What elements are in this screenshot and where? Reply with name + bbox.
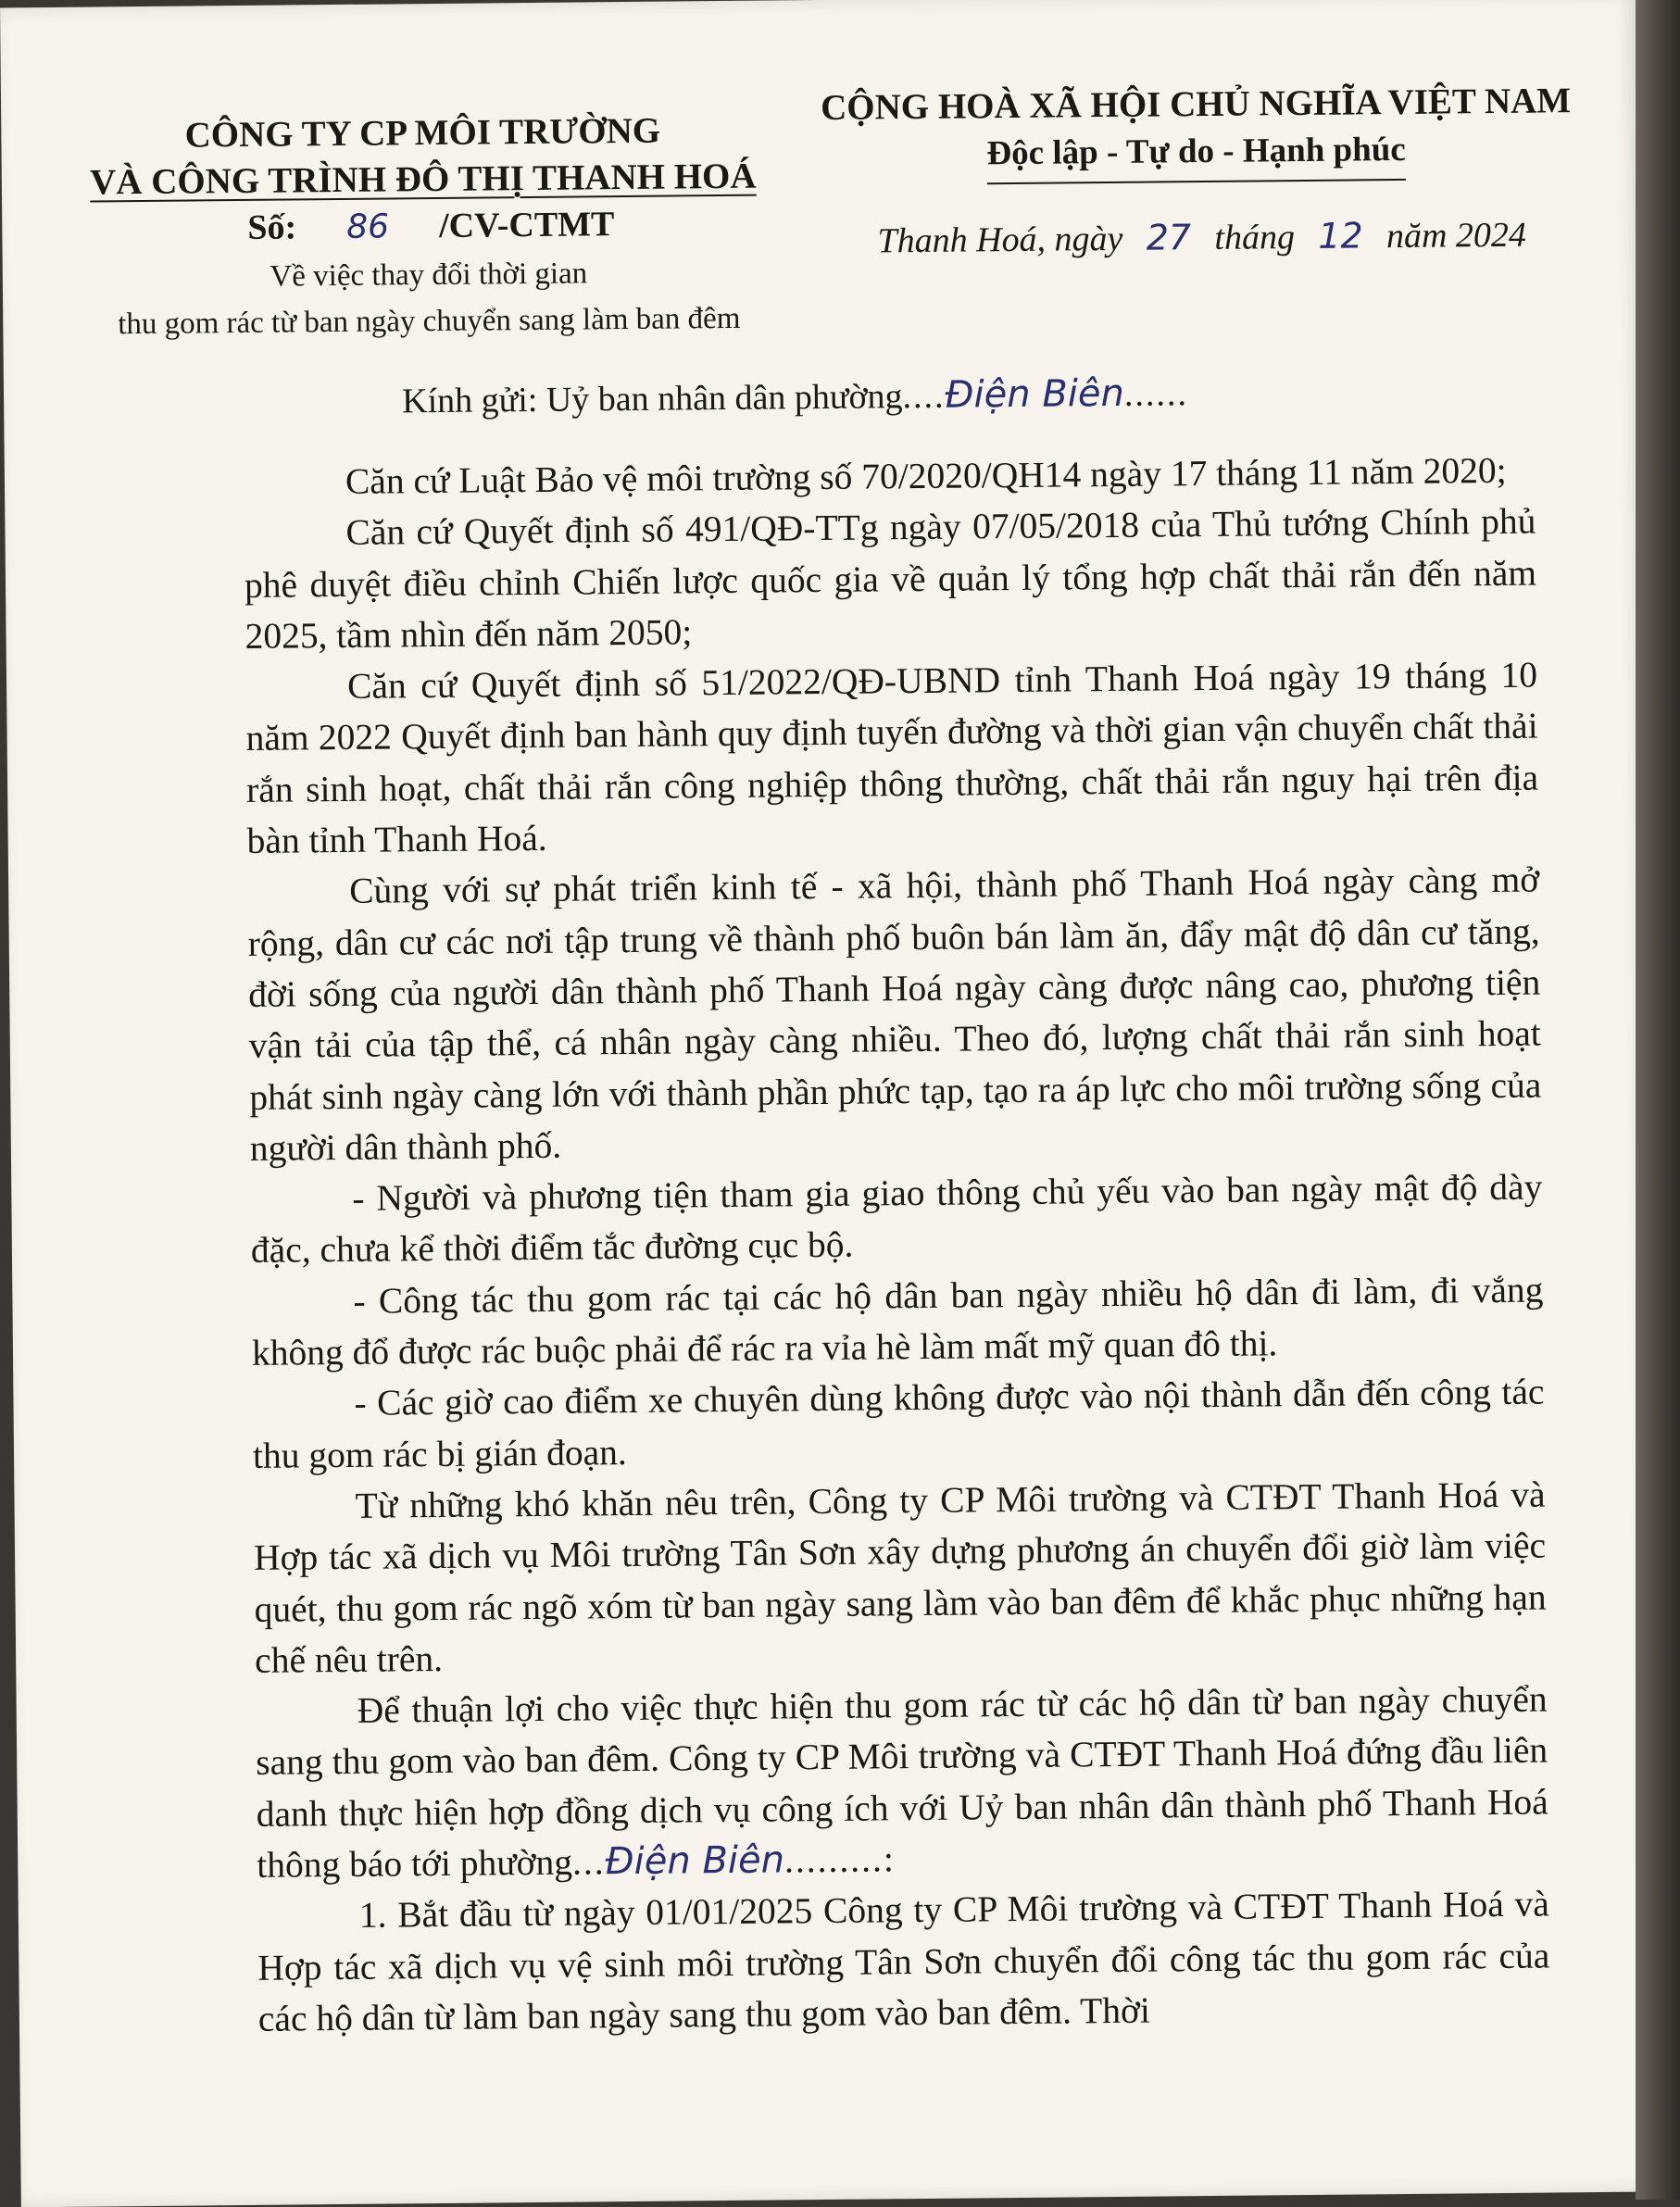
paragraph-notice	[255, 1674, 1548, 1892]
paragraph-issue-traffic: - Người và phương tiện tham gia giao thông chủ yếu vào ban ngày mật độ dày đặc, chưa kể thời điểm tắc đường cục bộ.	[250, 1166, 1543, 1272]
document-number-suffix: /CV-CTMT	[438, 205, 615, 245]
date-month-handwritten: 12	[1318, 215, 1363, 257]
national-header	[816, 78, 1576, 186]
recipient-line	[402, 371, 1188, 421]
country-name: CỘNG HOÀ XÃ HỘI CHỦ NGHĨA VIỆT NAM	[820, 81, 1572, 128]
paragraph-legal-basis-2: Căn cứ Quyết định số 491/QĐ-TTg ngày 07/05/2018 của Thủ tướng Chính phủ phê duyệt điều chỉnh Chiến lược quốc gia về quản lý tổng hợp chất thải rắn đến năm 2025, tầm nhìn đến năm 2050;	[244, 500, 1537, 657]
subject-line-1: Về việc thay đổi thời gian	[270, 257, 588, 294]
recipient-dots-before: ....	[902, 376, 946, 417]
notice-text: Để thuận lợi cho việc thực hiện thu gom rác từ các hộ dân từ ban ngày chuyển sang thu gom vào ban đêm. Công ty CP Môi trường và CTĐT Thanh Hoá đứng đầu liên danh thực hiện hợp đồng dịch vụ công ích với Uỷ ban nhân dân thành phố Thanh Hoá thông báo tới phường	[256, 1678, 1548, 1886]
subject-line-2: thu gom rác từ ban ngày chuyển sang làm ban đêm	[118, 301, 741, 342]
document-body	[244, 445, 1550, 2046]
recipient-ward-handwritten: Điện Biên	[945, 371, 1125, 417]
paragraph-legal-basis-1: Căn cứ Luật Bảo vệ môi trường số 70/2020/QH14 ngày 17 tháng 11 năm 2020;	[345, 449, 1507, 502]
document-number	[247, 204, 614, 248]
notice-dots-before: ...	[571, 1841, 606, 1883]
place-date	[877, 214, 1526, 262]
issuer-name-line2: VÀ CÔNG TRÌNH ĐÔ THỊ THANH HOÁ	[89, 156, 757, 203]
paragraph-solution: Từ những khó khăn nêu trên, Công ty CP Môi trường và CTĐT Thanh Hoá và Hợp tác xã dịch vụ Môi trường Tân Sơn xây dựng phương án chuyển đổi giờ làm việc quét, thu gom rác ngõ xóm từ ban ngày sang làm vào ban đêm để khắc phục những hạn chế nêu trên.	[253, 1473, 1547, 1681]
paragraph-legal-basis-3: Căn cứ Quyết định số 51/2022/QĐ-UBND tỉnh Thanh Hoá ngày 19 tháng 10 năm 2022 Quyết định ban hành quy định tuyến đường và thời gian vận chuyển chất thải rắn sinh hoạt, chất thải rắn công nghiệp thông thường, chất thải rắn nguy hại trên địa bàn tỉnh Thanh Hoá.	[245, 654, 1539, 862]
document-subject	[86, 248, 772, 347]
recipient-prefix: Kính gửi: Uỷ ban nhân dân phường	[401, 377, 903, 421]
recipient-dots-after: ......	[1123, 374, 1189, 414]
national-motto: Độc lập - Tự do - Hạnh phúc	[986, 127, 1406, 184]
paragraph-issue-peak-hours: - Các giờ cao điểm xe chuyên dùng không được vào nội thành dẫn đến công tác thu gom rác bị gián đoạn.	[252, 1371, 1545, 1476]
date-year: năm 2024	[1385, 215, 1527, 257]
notice-dots-after: .........:	[784, 1838, 896, 1881]
date-month-label: tháng	[1214, 218, 1296, 257]
notice-ward-handwritten: Điện Biên	[605, 1838, 785, 1884]
paragraph-item-1: 1. Bắt đầu từ ngày 01/01/2025 Công ty CP Môi trường và CTĐT Thanh Hoá và Hợp tác xã dịch vụ vệ sinh môi trường Tân Sơn chuyển đổi công tác thu gom rác của các hộ dân từ làm ban ngày sang thu gom vào ban đêm. Thời	[257, 1883, 1550, 2039]
date-day-handwritten: 27	[1146, 217, 1192, 258]
paragraph-context: Cùng với sự phát triển kinh tế - xã hội, thành phố Thanh Hoá ngày càng mở rộng, dân cư các nơi tập trung về thành phố buôn bán làm ăn, đẩy mật độ dân cư tăng, đời sống của người dân thành phố Thanh Hoá ngày càng được nâng cao, phương tiện vận tải của tập thể, cá nhân ngày càng nhiều. Theo đó, lượng chất thải rắn sinh hoạt phát sinh ngày càng lớn với thành phần phức tạp, tạo ra áp lực cho môi trường sống của người dân thành phố.	[247, 859, 1542, 1169]
issuer-name-line1: CÔNG TY CP MÔI TRƯỜNG	[184, 110, 661, 156]
background-edge	[1636, 0, 1680, 2200]
issuer-block	[89, 107, 757, 207]
document-number-handwritten: 86	[346, 207, 390, 246]
document-number-label: Số:	[247, 207, 297, 247]
paragraph-issue-collection: - Công tác thu gom rác tại các hộ dân ban ngày nhiều hộ dân đi làm, đi vắng không đổ được rác buộc phải để rác ra vỉa hè làm mất mỹ quan đô thị.	[251, 1269, 1544, 1373]
date-prefix: Thanh Hoá, ngày	[877, 219, 1123, 261]
